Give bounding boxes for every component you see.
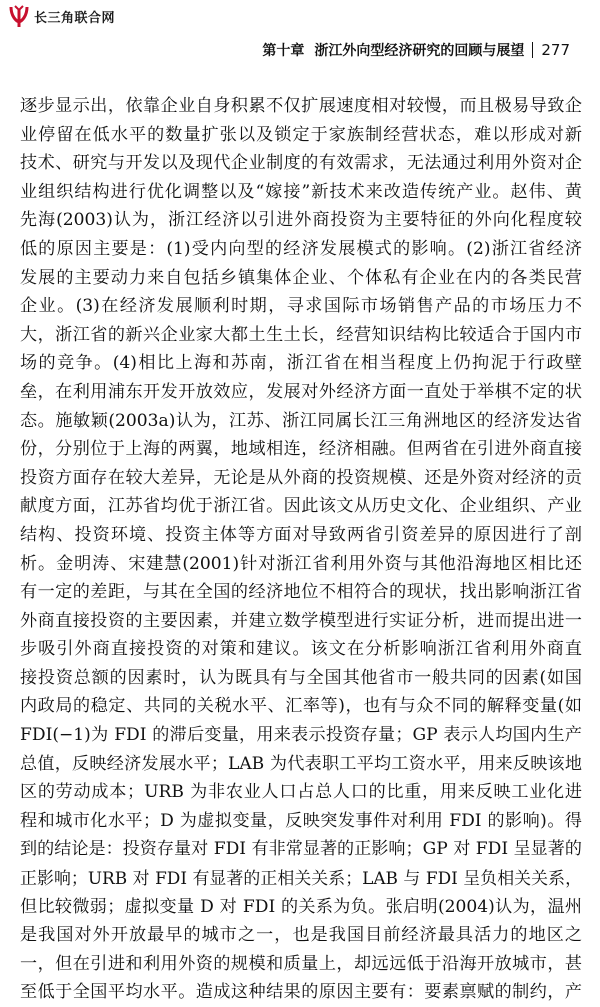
body-line: 大，浙江省的新兴企业家大都土生土长，经营知识结构比较适合于国内市	[20, 324, 582, 345]
site-logo[interactable]	[8, 4, 115, 28]
body-line: 步吸引外商直接投资的对策和建议。该文在分析影响浙江省利用外商直	[20, 639, 582, 660]
body-line: FDI(−1)为 FDI 的滞后变量，用来表示投资存量；GP 表示人均国内生产	[20, 725, 582, 746]
body-line: 程和城市化水平；D 为虚拟变量，反映突发事件对利用 FDI 的影响)。得	[20, 810, 582, 831]
body-line: 业停留在低水平的数量扩张以及锁定于家族制经营状态，难以形成对新	[20, 124, 582, 145]
body-line: 至低于全国平均水平。造成这种结果的原因主要有：要素禀赋的制约，产	[20, 982, 582, 1003]
body-line: 内政局的稳定、共同的关税水平、汇率等)，也有与众不同的解释变量(如	[20, 696, 582, 717]
logo-text: 长三角联合网	[34, 10, 116, 26]
body-line: 态。施敏颖(2003a)认为，江苏、浙江同属长江三角洲地区的经济发达省	[20, 410, 582, 431]
body-line: 垒，在利用浦东开发开放效应，发展对外经济方面一直处于举棋不定的状	[20, 381, 582, 402]
body-line: 技术、研究与开发以及现代企业制度的有效需求，无法通过利用外资对企	[20, 153, 582, 174]
running-header	[262, 40, 570, 60]
body-line: 献度方面，江苏省均优于浙江省。因此该文从历史文化、企业组织、产业	[20, 496, 582, 517]
body-line: 正影响；URB 对 FDI 有显著的正相关关系；LAB 与 FDI 呈负相关关系，	[20, 868, 582, 889]
body-line: 业组织结构进行优化调整以及“嫁接”新技术来改造传统产业。赵伟、黄	[20, 181, 582, 202]
body-line: 企业。(3)在经济发展顺利时期，寻求国际市场销售产品的市场压力不	[20, 296, 582, 317]
body-line: 总值，反映经济发展水平；LAB 为代表职工平均工资水平，用来反映该地	[20, 753, 582, 774]
body-line: 析。金明涛、宋建慧(2001)针对浙江省利用外资与其他沿海地区相比还	[20, 553, 582, 574]
body-line: 投资方面存在较大差异，无论是从外商的投资规模、还是外资对经济的贡	[20, 467, 582, 488]
body-line: 接投资总额的因素时，认为既具有与全国其他省市一般共同的因素(如国	[20, 667, 582, 688]
chapter-title: 浙江外向型经济研究的回顾与展望	[314, 43, 525, 59]
body-line: 有一定的差距，与其在全国的经济地位不相符合的现状，找出影响浙江省	[20, 582, 582, 603]
chapter-label: 第十章	[262, 43, 305, 59]
body-line: 场的竞争。(4)相比上海和苏南，浙江省在相当程度上仍拘泥于行政壁	[20, 353, 582, 374]
body-line: 低的原因主要是：(1)受内向型的经济发展模式的影响。(2)浙江省经济	[20, 238, 582, 259]
body-line: 一，但在引进和利用外资的规模和质量上，却远远低于沿海开放城市，甚	[20, 953, 582, 974]
body-line: 是我国对外开放最早的城市之一，也是我国目前经济最具活力的地区之	[20, 925, 582, 946]
body-line: 到的结论是：投资存量对 FDI 有非常显著的正影响；GP 对 FDI 呈显著的	[20, 839, 582, 860]
body-line: 份，分别位于上海的两翼，地域相连，经济相融。但两省在引进外商直接	[20, 439, 582, 460]
body-paragraph	[20, 92, 582, 1007]
body-line: 结构、投资环境、投资主体等方面对导致两省引资差异的原因进行了剖	[20, 524, 582, 545]
body-line: 逐步显示出，依靠企业自身积累不仅扩展速度相对较慢，而且极易导致企	[20, 96, 582, 116]
body-line: 但比较微弱；虚拟变量 D 对 FDI 的关系为负。张启明(2004)认为，温州	[20, 896, 582, 917]
body-line: 区的劳动成本；URB 为非农业人口占总人口的比重，用来反映工业化进	[20, 782, 582, 803]
body-line: 外商直接投资的主要因素，并建立数学模型进行实证分析，进而提出进一	[20, 610, 582, 631]
body-line: 发展的主要动力来自包括乡镇集体企业、个体私有企业在内的各类民营	[20, 267, 582, 288]
body-line: 先海(2003)认为，浙江经济以引进外商投资为主要特征的外向化程度较	[20, 210, 582, 231]
page-number: 277	[541, 41, 570, 59]
header-divider	[532, 42, 533, 58]
logo-mark-icon	[8, 4, 30, 28]
